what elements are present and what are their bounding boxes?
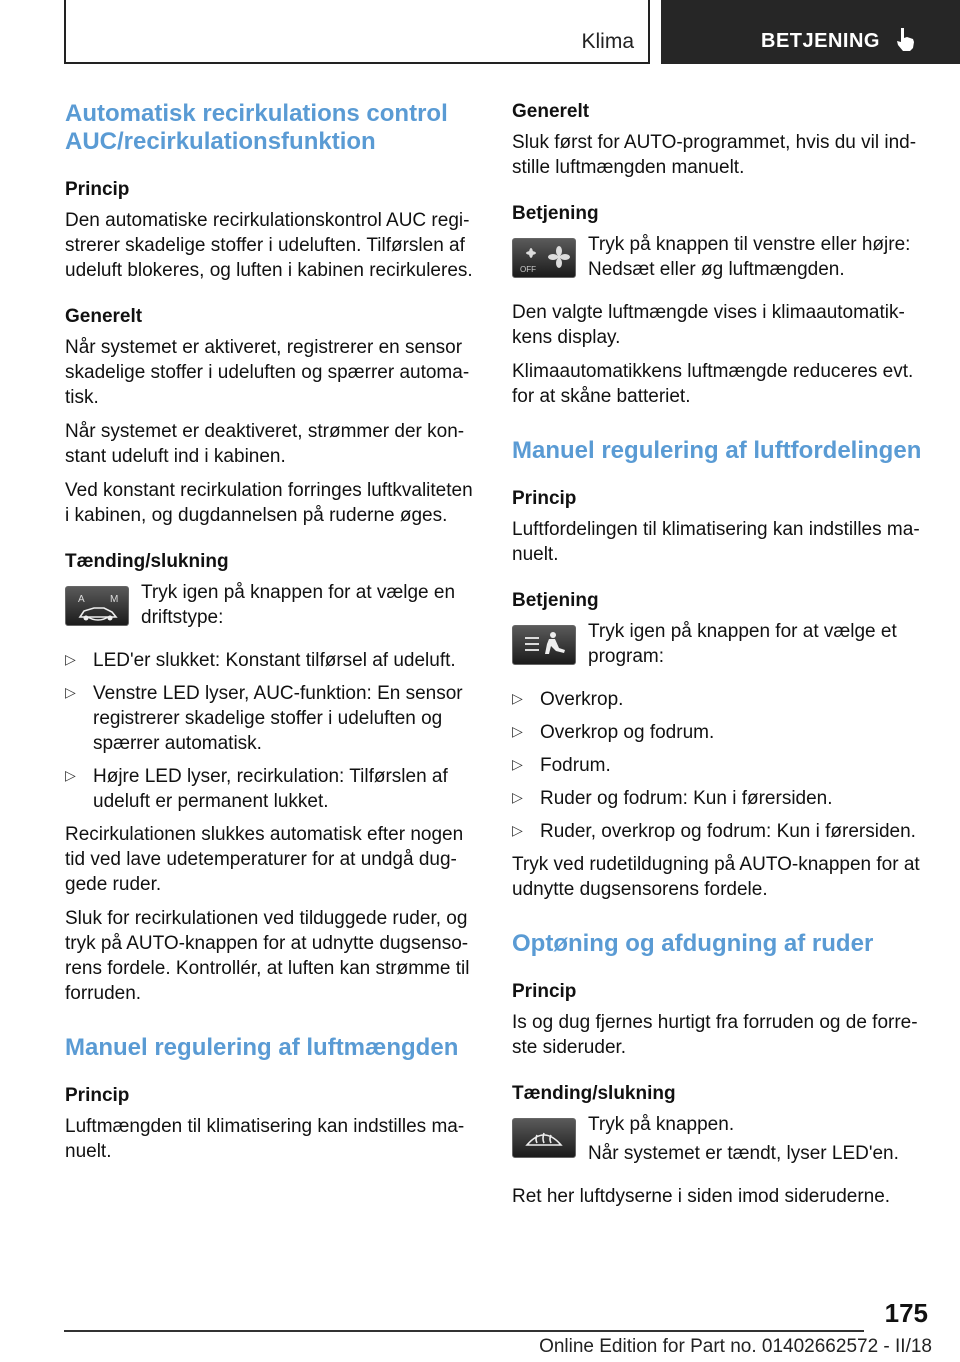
list-item: ▷ Overkrop og fodrum.	[512, 720, 932, 745]
auc-a-label: A	[78, 594, 85, 605]
paragraph: Tryk ved rudetildugning på AUTO-knappen for at udnytte dugsensorens fordele.	[512, 854, 920, 900]
heading-luftfordelingen: Manuel regulering af luftfordelingen	[512, 437, 922, 464]
subheading-princip: Princip	[512, 981, 577, 1002]
defrost-button-icon	[512, 1118, 576, 1158]
instruction-text: Når systemet er tændt, lyser LED'en.	[588, 1143, 899, 1164]
paragraph: Sluk for recirkulationen ved tilduggede ruder, og tryk på AUTO-knappen for at udnytte dugsensorens fordele. Kontrollér, at luften kan strømme til forruden.	[65, 908, 470, 1004]
list-item: ▷ Fodrum.	[512, 753, 932, 778]
air-distribution-button-icon	[512, 625, 576, 665]
section-box	[64, 0, 650, 64]
paragraph: Når systemet er aktiveret, registrerer en sensor skadelige stoffer i udeluften og spærrer automatisk.	[65, 337, 470, 408]
heading-luftmaengden: Manuel regulering af luftmængden	[65, 1034, 459, 1061]
instruction-text: Tryk på knappen.	[588, 1114, 735, 1135]
subheading-betjening: Betjening	[512, 203, 599, 224]
heading-optoening: Optøning og afdugning af ruder	[512, 930, 874, 957]
airflow-button-row	[512, 619, 932, 673]
instruction-text: Tryk igen på knappen for at vælge en driftstype:	[141, 582, 456, 628]
subheading-princip: Princip	[65, 179, 130, 200]
subheading-taending: Tænding/slukning	[65, 551, 229, 572]
paragraph: Når systemet er deaktiveret, strømmer der konstant udeluft ind i kabinen.	[65, 421, 465, 467]
list-item: ▷ Ruder, overkrop og fodrum: Kun i førersiden.	[512, 819, 932, 844]
section-title: Klima	[581, 30, 634, 53]
paragraph: Den automatiske recirkulationskontrol AUC registrerer skadelige stoffer i udeluften. Tilførslen af udeluft blokeres, og luften i kabinen recirkuleres.	[65, 210, 473, 281]
subheading-taending: Tænding/slukning	[512, 1083, 676, 1104]
subheading-princip: Princip	[512, 488, 577, 509]
list-item: ▷ Ruder og fodrum: Kun i førersiden.	[512, 786, 932, 811]
list-item: ▷ Overkrop.	[512, 687, 932, 712]
paragraph: Sluk først for AUTO-programmet, hvis du vil indstille luftmængden manuelt.	[512, 132, 917, 178]
auc-recirculation-button-icon	[65, 586, 129, 626]
list-item: ▷ Højre LED lyser, recirkulation: Tilførslen af udeluft er permanent lukket.	[65, 764, 480, 814]
fan-off-label: OFF	[520, 265, 536, 274]
paragraph: Luftfordelingen til klimatisering kan indstilles manuelt.	[512, 519, 920, 565]
fan-button-row	[512, 232, 932, 286]
footer-edition: Online Edition for Part no. 01402662572 - II/18	[539, 1336, 932, 1357]
paragraph: Ved konstant recirkulation forringes luftkvaliteten i kabinen, og dugdannelsen på ruderne øges.	[65, 480, 473, 526]
subheading-betjening: Betjening	[512, 590, 599, 611]
left-column	[65, 100, 480, 1173]
instruction-text: Tryk på knappen til venstre eller højre: Nedsæt eller øg luftmængden.	[588, 234, 911, 280]
fan-speed-button-icon	[512, 238, 576, 278]
pointing-hand-icon	[895, 26, 917, 52]
auc-m-label: M	[110, 594, 119, 605]
page-header	[64, 0, 960, 64]
paragraph: Klimaautomatikkens luftmængde reduceres evt. for at skåne batteriet.	[512, 361, 914, 407]
chapter-tab-label: BETJENING	[761, 30, 880, 52]
footer-divider	[64, 1330, 864, 1332]
mode-list	[65, 648, 480, 814]
paragraph: Ret her luftdyserne i siden imod sideruderne.	[512, 1186, 891, 1207]
chapter-tab	[661, 0, 960, 64]
auc-button-row	[65, 580, 480, 634]
subheading-princip: Princip	[65, 1085, 130, 1106]
list-item: ▷ Venstre LED lyser, AUC-funktion: En sensor registrerer skadelige stoffer i udeluften og spærrer automatisk.	[65, 681, 480, 756]
paragraph: Luftmængden til klimatisering kan indstilles manuelt.	[65, 1116, 465, 1162]
program-list	[512, 687, 932, 844]
right-column	[512, 100, 932, 1218]
instruction-text: Tryk igen på knappen for at vælge et program:	[588, 621, 897, 667]
paragraph: Is og dug fjernes hurtigt fra forruden og de forreste sideruder.	[512, 1012, 918, 1058]
paragraph: Recirkulationen slukkes automatisk efter nogen tid ved lave udetemperaturer for at undgå duggede ruder.	[65, 824, 464, 895]
page-number: 175	[884, 1298, 928, 1328]
subheading-generelt: Generelt	[512, 101, 590, 122]
list-item: ▷ LED'er slukket: Konstant tilførsel af udeluft.	[65, 648, 480, 673]
paragraph: Den valgte luftmængde vises i klimaautomatikkens display.	[512, 302, 905, 348]
heading-auc: Automatisk recirkulations control AUC/recirkulationsfunktion	[65, 100, 448, 155]
defrost-button-row	[512, 1112, 932, 1170]
subheading-generelt: Generelt	[65, 306, 143, 327]
